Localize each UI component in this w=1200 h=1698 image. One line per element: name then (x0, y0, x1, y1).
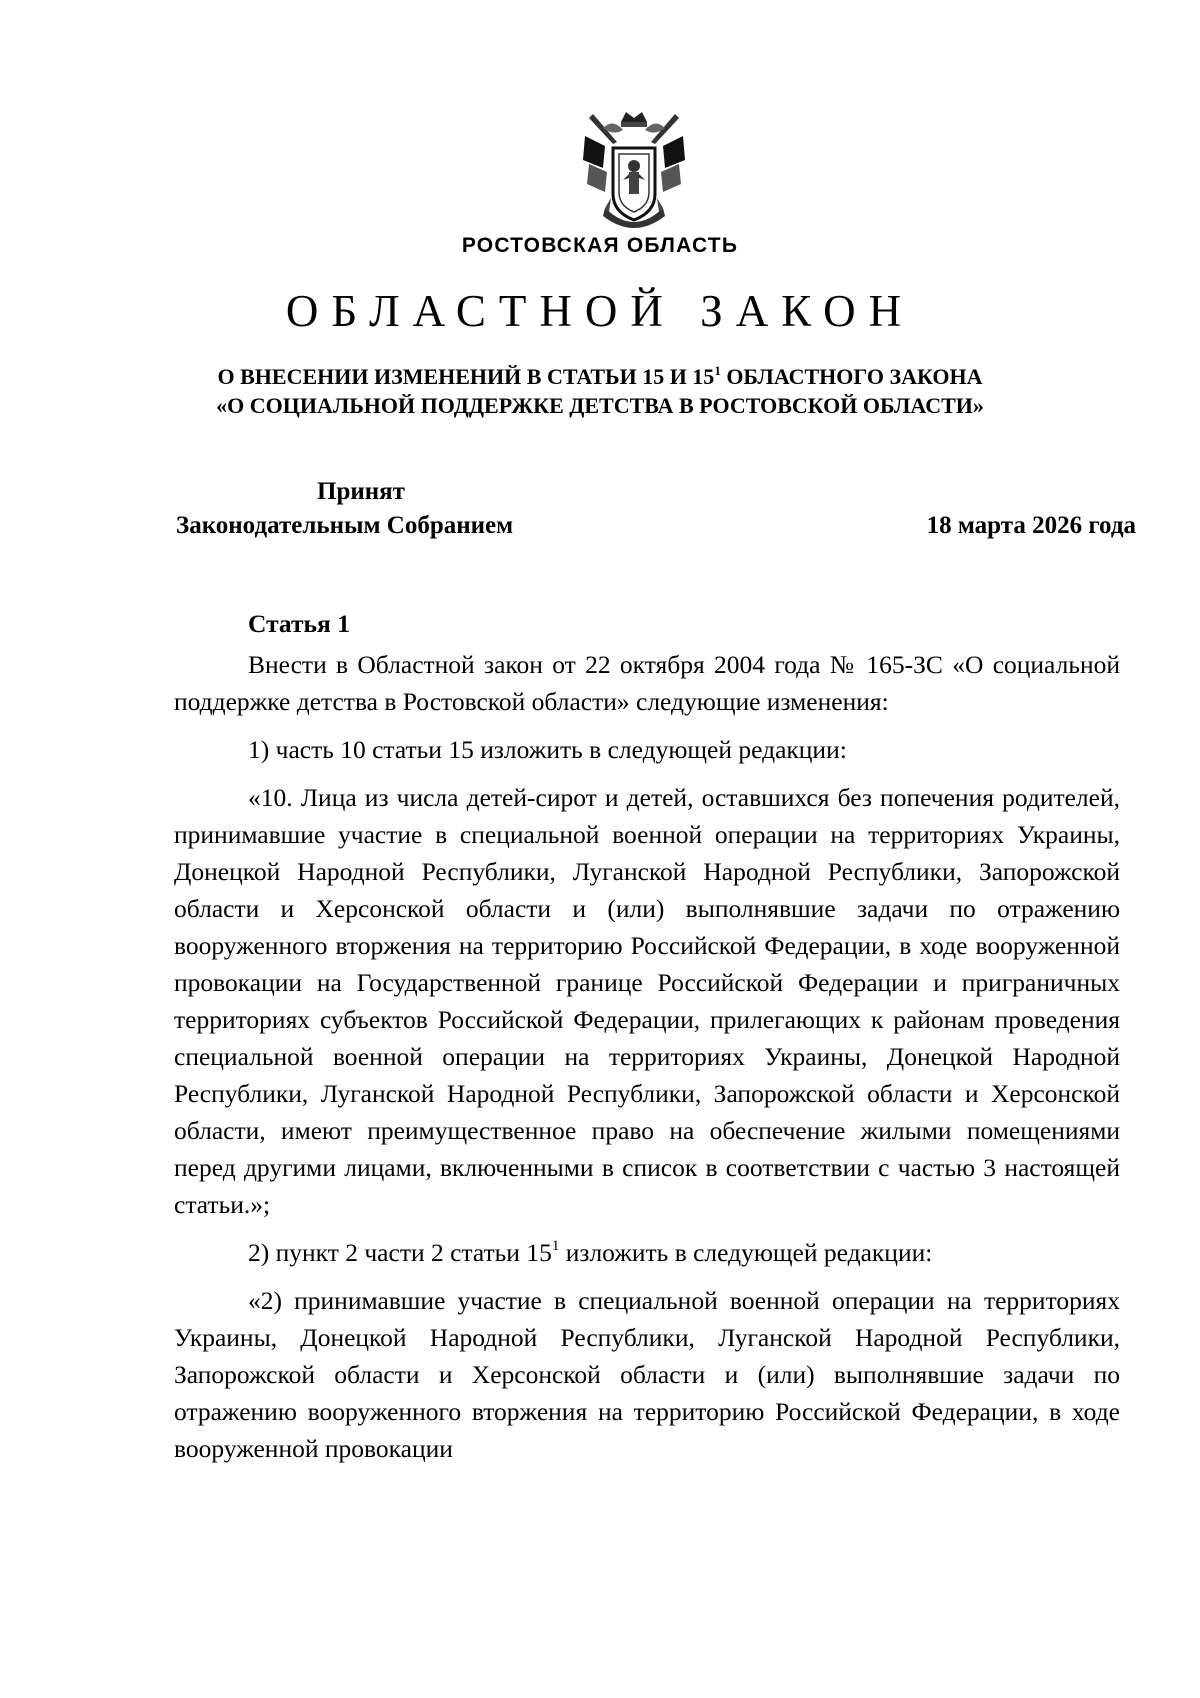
amendment-item-1: 1) часть 10 статьи 15 изложить в следующей редакции: (248, 735, 847, 764)
amendment-item-2-superscript: 1 (551, 1237, 560, 1254)
law-title-line-1-end: ОБЛАСТНОГО ЗАКОНА (720, 364, 983, 389)
amendment-item-1-text: «10. Лица из числа детей-сирот и детей, оставшихся без попечения родителей, принимавшие участие в специальной военной операции на территориях Украины, Донецкой Народной Республики, Луганской Народной Республики, Запорожской области и Херсонской области и (или) выполнявшие задачи по отражению вооруженного вторжения на территорию Российской Федерации, в ходе вооруженной провокации на Государственной границе Российской Федерации и приграничных территориях субъектов Российской Федерации, прилегающих к районам проведения специальной военной операции на территориях Украины, Донецкой Народной Республики, Луганской Народной Республики, Запорожской области и Херсонской области, имеют преимущественное право на обеспечение жилыми помещениями перед другими лицами, включенными в список в соответствии с частью 3 настоящей статьи.»; (174, 783, 1120, 1219)
law-title-line-1 (0, 362, 1200, 391)
law-title (0, 362, 1200, 420)
law-title-line-1-start: О ВНЕСЕНИИ ИЗМЕНЕНИЙ В СТАТЬИ 15 И 15 (217, 364, 715, 389)
adopted-label: Принят (317, 478, 405, 505)
article-heading: Статья 1 (248, 609, 350, 638)
law-title-line-2: «О СОЦИАЛЬНОЙ ПОДДЕРЖКЕ ДЕТСТВА В РОСТОВСКОЙ ОБЛАСТИ» (216, 393, 984, 418)
region-name: РОСТОВСКАЯ ОБЛАСТЬ (461, 234, 739, 257)
document-type: ОБЛАСТНОЙ ЗАКОН (285, 286, 915, 336)
law-title-superscript: 1 (714, 362, 721, 378)
amendment-item-2-start: 2) пункт 2 части 2 статьи 15 (248, 1238, 552, 1267)
article-intro-paragraph: Внести в Областной закон от 22 октября 2004 года № 165-ЗС «О социальной поддержке детства в Ростовской области» следующие изменения: (174, 650, 1120, 716)
adoption-date: 18 марта 2026 года (926, 512, 1136, 539)
rostov-oblast-coat-of-arms-icon (583, 108, 685, 236)
amendment-item-2 (174, 1234, 1120, 1271)
document-body (174, 605, 1120, 1467)
amendment-item-2-text: «2) принимавшие участие в специальной военной операции на территориях Украины, Донецкой Народной Республики, Луганской Народной Республики, Запорожской области и Херсонской области и (или) выполнявшие задачи по отражению вооруженного вторжения на территорию Российской Федерации, в ходе вооруженной провокации (174, 1286, 1120, 1463)
adopted-by-label: Законодательным Собранием (176, 512, 514, 539)
amendment-item-2-end: изложить в следующей редакции: (559, 1238, 933, 1267)
